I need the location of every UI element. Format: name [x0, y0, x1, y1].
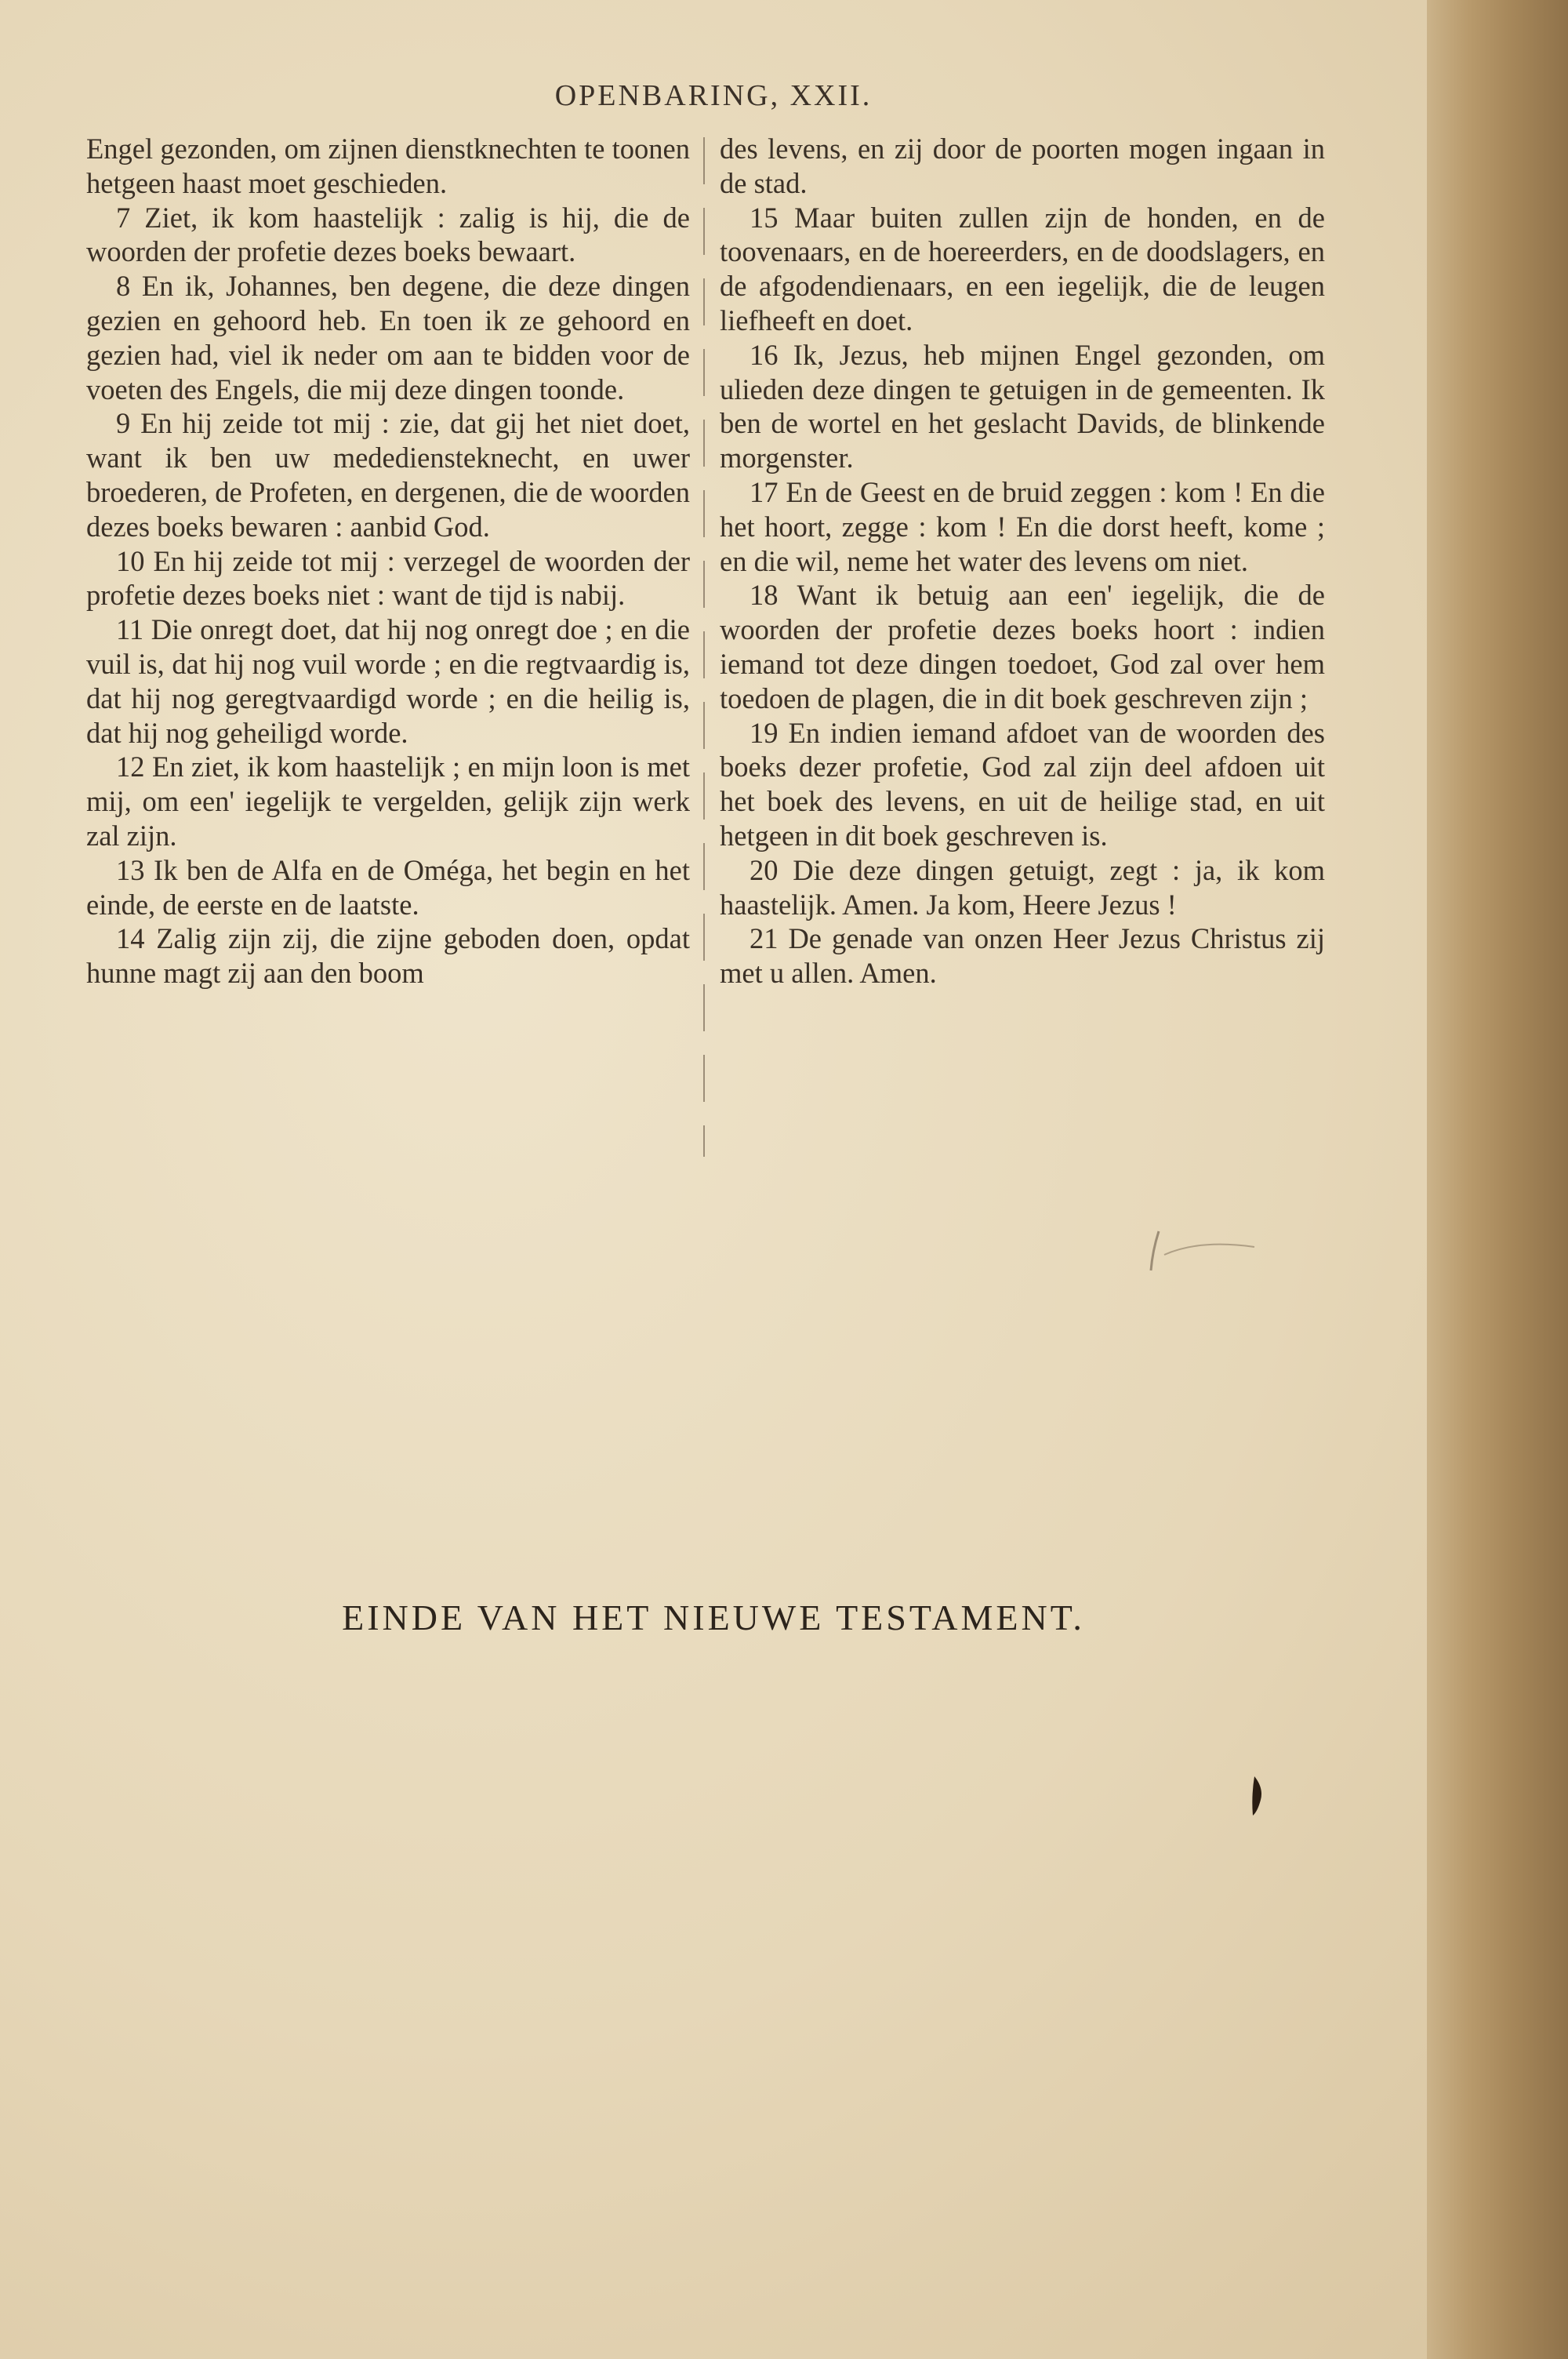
- right-column: [720, 132, 1325, 990]
- column-divider: [703, 137, 705, 1157]
- end-title: EINDE VAN HET NIEUWE TESTAMENT.: [342, 1598, 1085, 1637]
- verse-16: 16 Ik, Jezus, heb mijnen Engel gezonden, om ulieden deze dingen te getuigen in de gemeenten. Ik ben de wortel en het geslacht Davids, de blinkende morgenster.: [720, 338, 1325, 474]
- pencil-mark: [1129, 1223, 1270, 1286]
- verse-21: 21 De genade van onzen Heer Jezus Christus zij met u allen. Amen.: [720, 922, 1325, 990]
- verse-15: 15 Maar buiten zullen zijn de honden, en de toovenaars, en de hoereerders, en de doodslagers, en de afgodendienaars, en een iegelijk, die de leugen liefheeft en doet.: [720, 201, 1325, 336]
- verse-14: 14 Zalig zijn zij, die zijne geboden doen, opdat hunne magt zij aan den boom: [86, 922, 690, 990]
- page-header: OPENBARING, XXII.: [554, 79, 873, 112]
- verse-18: 18 Want ik betuig aan een' iegelijk, die de woorden der profetie dezes boeks hoort : indien iemand tot deze dingen toedoet, God zal over hem toedoen de plagen, die in dit boek geschreven zijn ;: [720, 579, 1325, 714]
- ink-blot: [1247, 1772, 1270, 1819]
- book-spine-shadow: [1427, 0, 1568, 2359]
- verse-20: 20 Die deze dingen getuigt, zegt : ja, ik kom haastelijk. Amen. Ja kom, Heere Jezus !: [720, 853, 1325, 921]
- verse-10: 10 En hij zeide tot mij : verzegel de woorden der profetie dezes boeks niet : want de tijd is nabij.: [86, 544, 690, 612]
- left-column: [86, 132, 690, 990]
- verse-12: 12 En ziet, ik kom haastelijk ; en mijn loon is met mij, om een' iegelijk te vergelden, gelijk zijn werk zal zijn.: [86, 751, 690, 852]
- verse-7: 7 Ziet, ik kom haastelijk : zalig is hij, die de woorden der profetie dezes boeks bewaart.: [86, 201, 690, 268]
- verse-13: 13 Ik ben de Alfa en de Oméga, het begin en het einde, de eerste en de laatste.: [86, 853, 690, 921]
- verse-11: 11 Die onregt doet, dat hij nog onregt doe ; en die vuil is, dat hij nog vuil worde ; en die regtvaardig is, dat hij nog geregtvaardigd worde ; en die heilig is, dat hij nog geheiligd worde.: [86, 613, 690, 749]
- verse-8: 8 En ik, Johannes, ben degene, die deze dingen gezien en gehoord heb. En toen ik ze gehoord en gezien had, viel ik neder om aan te bidden voor de voeten des Engels, die mij deze dingen toonde.: [86, 270, 690, 405]
- verse-continuation: Engel gezonden, om zijnen dienstknechten te toonen hetgeen haast moet geschieden.: [86, 133, 690, 199]
- verse-19: 19 En indien iemand afdoet van de woorden des boeks dezer profetie, God zal zijn deel afdoen uit het boek des levens, en uit de heilige stad, en uit hetgeen in dit boek geschreven is.: [720, 716, 1325, 852]
- verse-17: 17 En de Geest en de bruid zeggen : kom ! En die het hoort, zegge : kom ! En die dorst heeft, kome ; en die wil, neme het water des levens om niet.: [720, 475, 1325, 577]
- verse-9: 9 En hij zeide tot mij : zie, dat gij het niet doet, want ik ben uw medediensteknecht, en uwer broederen, de Profeten, en dergenen, die de woorden dezes boeks bewaren : aanbid God.: [86, 407, 690, 543]
- verse-continuation: des levens, en zij door de poorten mogen ingaan in de stad.: [720, 133, 1325, 199]
